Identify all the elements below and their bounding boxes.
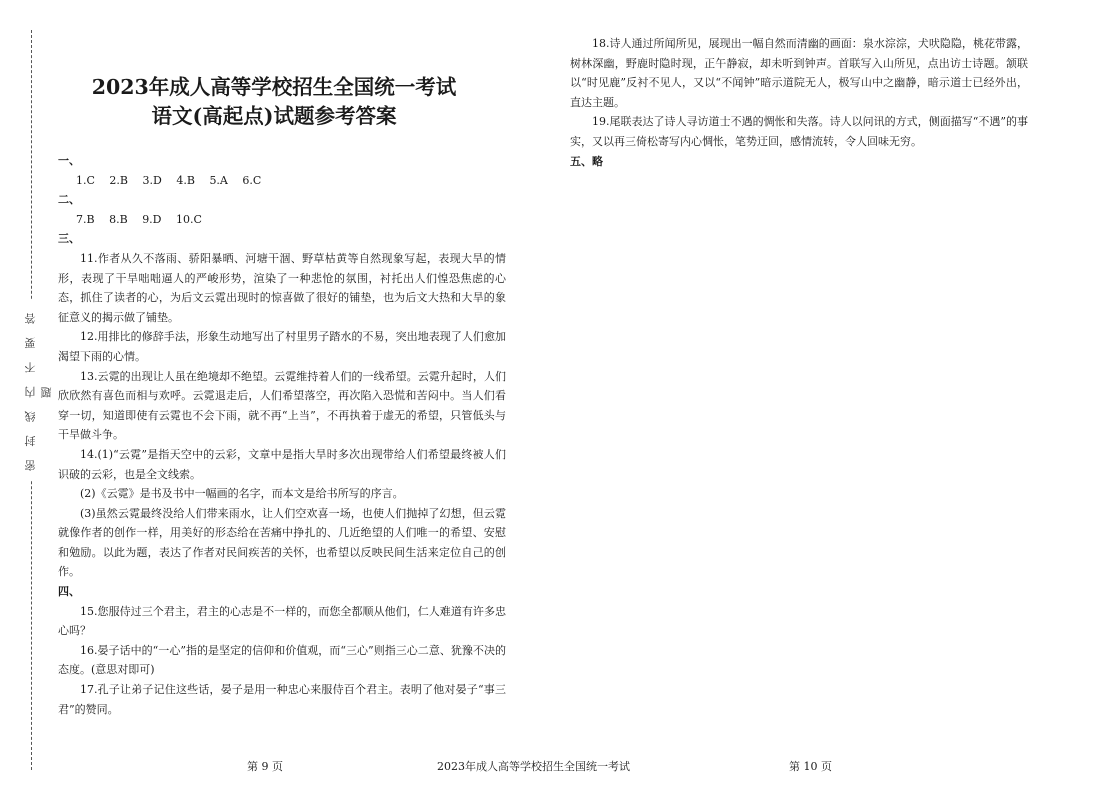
- page-number-left: 第 9 页: [247, 760, 283, 773]
- section-heading-4: 四、: [58, 585, 80, 599]
- answer-11: 11.作者从久不落雨、骄阳暴晒、河塘干涸、野草枯黄等自然现象写起，表现大旱的情形，表现了干旱咄咄逼人的严峻形势，渲染了一种悲怆的氛围，衬托出人们惶恐焦虑的心态，抓住了读者的心，为后文云霓出现时的惊喜做了很好的铺垫，也为后文大热和大旱的象征意义的揭示做了铺垫。: [58, 251, 506, 324]
- answer-row-1: [58, 171, 506, 191]
- section-heading-5: 五、略: [570, 154, 603, 168]
- exam-title: 2023年成人高等学校招生全国统一考试: [91, 75, 457, 99]
- left-column: [58, 73, 506, 719]
- answer-key-title: 语文(高起点)试题参考答案: [151, 104, 397, 128]
- answer-18: 18.诗人通过所闻所见，展现出一幅自然而清幽的画面：泉水淙淙，犬吠隐隐，桃花带露，树林深幽，野鹿时隐时现，正午静寂，却未听到钟声。首联写入山所见，点出访士诗题。颔联以“时见鹿”反衬不见人，又以“不闻钟”暗示道院无人，极写山中之幽静，暗示道士已经外出，直达主题。: [570, 37, 1028, 109]
- answer-19: 19.尾联表达了诗人寻访道士不遇的惆怅和失落。诗人以问讯的方式，侧面描写“不遇”的事实，又以再三倚松寄写内心惆怅，笔势迂回，感情流转，令人回味无穷。: [570, 115, 1028, 148]
- answer-item: 7.B: [76, 212, 95, 226]
- answer-item: 5.A: [209, 173, 228, 187]
- answer-13: 13.云霓的出现让人虽在绝境却不绝望。云霓维持着人们的一线希望。云霓升起时，人们欣欣然有喜色而相与欢呼。云霓退走后，人们希望落空，再次陷入恐慌和苦闷中。当人们看穿一切，知道即使有云霓也不会下雨，就不再“上当”，不再执着于虚无的希望，只管低头与干旱做斗争。: [58, 369, 506, 442]
- answer-item: 6.C: [242, 173, 262, 187]
- answer-row-2: [58, 210, 506, 230]
- answer-item: 3.D: [142, 173, 162, 187]
- section-heading-3: 三、: [58, 232, 80, 246]
- section-heading-1: 一、: [58, 154, 80, 167]
- answer-item: 9.D: [142, 212, 162, 226]
- answer-14-2: (2)《云霓》是书及书中一幅画的名字，而本文是给书所写的序言。: [80, 487, 404, 501]
- section-heading-2: 二、: [58, 193, 80, 207]
- answer-item: 8.B: [109, 212, 128, 226]
- answer-14-1: 14.(1)“云霓”是指天空中的云彩，文章中是指大旱时多次出现带给人们希望最终被人们识破的云彩，也是全文线索。: [58, 447, 506, 481]
- seal-line-note: 密 封 线 内 不 要 答 题: [23, 300, 39, 480]
- page-number-right: 第 10 页: [789, 760, 832, 773]
- right-column: [570, 34, 1028, 171]
- answer-14-3: (3)虽然云霓最终没给人们带来雨水，让人们空欢喜一场，也使人们抛掉了幻想，但云霓就像作者的创作一样，用美好的形态给在苦痛中挣扎的、几近绝望的人们唯一的希望、安慰和勉励。以此为题，表达了作者对民间疾苦的关怀，也希望以反映民间生活来定位自己的创作。: [58, 506, 506, 579]
- footer-exam-name: 2023年成人高等学校招生全国统一考试: [437, 760, 630, 773]
- answer-12: 12.用排比的修辞手法，形象生动地写出了村里男子踏水的不易，突出地表现了人们愈加渴望下雨的心情。: [58, 330, 506, 363]
- answer-17: 17.孔子让弟子记住这些话，晏子是用一种忠心来服侍百个君主。表明了他对晏子“事三君”的赞同。: [58, 683, 506, 716]
- answer-item: 4.B: [176, 173, 195, 187]
- answer-15: 15.您服侍过三个君主，君主的心志是不一样的，而您全都顺从他们，仁人难道有许多忠心吗？: [58, 604, 506, 638]
- answer-16: 16.晏子话中的“一心”指的是坚定的信仰和价值观，而“三心”则指三心二意、犹豫不决的态度。(意思对即可): [58, 643, 506, 677]
- answer-item: 2.B: [109, 173, 129, 187]
- answer-item: 10.C: [176, 212, 202, 226]
- answer-item: 1.C: [76, 173, 95, 187]
